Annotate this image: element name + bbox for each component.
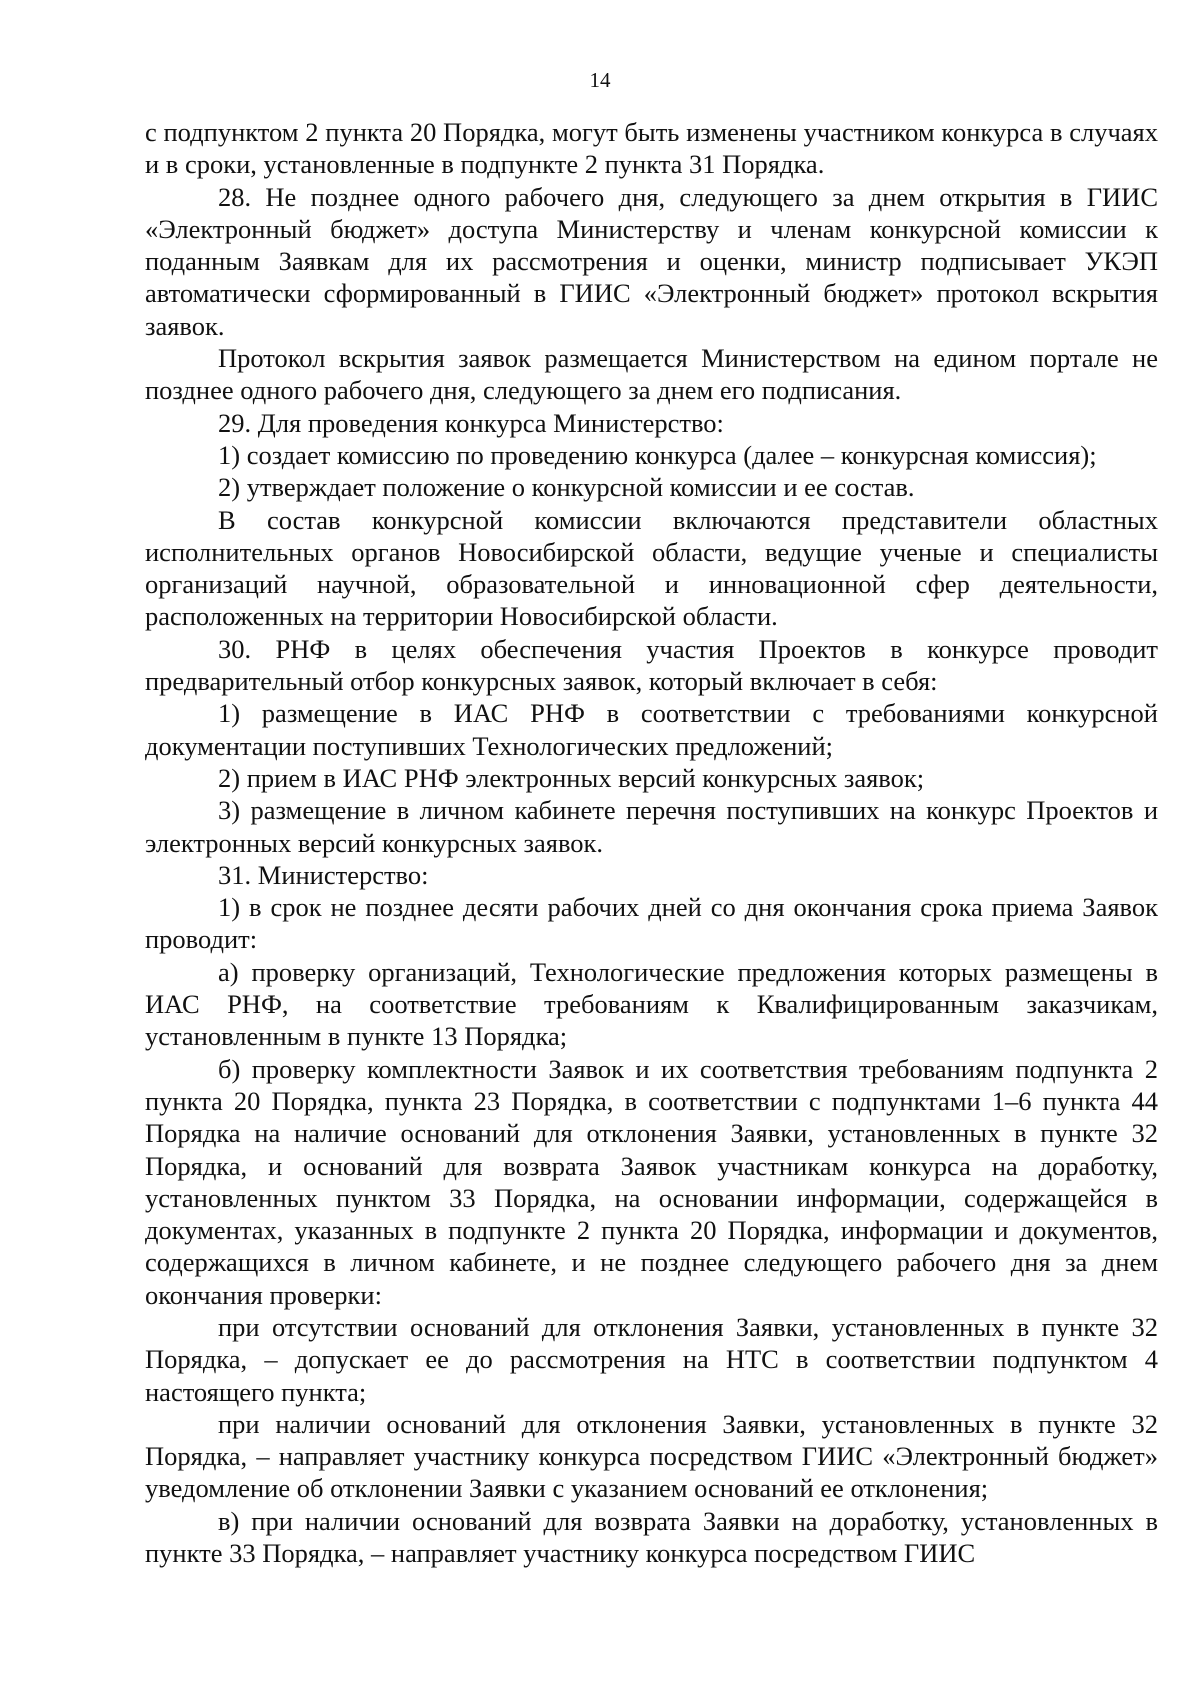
paragraph-31-item-1: 1) в срок не позднее десяти рабочих дней со дня окончания срока приема Заявок проводит: xyxy=(145,892,1158,955)
page-number: 14 xyxy=(589,68,611,92)
paragraph-29-item-1: 1) создает комиссию по проведению конкурса (далее – конкурсная комиссия); xyxy=(218,439,1097,470)
paragraph-31-item-1a: а) проверку организаций, Технологические предложения которых размещены в ИАС РНФ, на соответствие требованиям к Квалифицированным заказчикам, установленным в пункте 13 Порядка; xyxy=(145,956,1158,1052)
paragraph-29-item-2: 2) утверждает положение о конкурсной комиссии и ее состав. xyxy=(218,472,915,503)
paragraph-30-item-3: 3) размещение в личном кабинете перечня поступивших на конкурс Проектов и электронных версий конкурсных заявок. xyxy=(145,795,1158,858)
paragraph-30: 30. РНФ в целях обеспечения участия Проектов в конкурсе проводит предварительный отбор конкурсных заявок, который включает в себя: xyxy=(145,633,1158,697)
paragraph-continuation: с подпунктом 2 пункта 20 Порядка, могут быть изменены участником конкурса в случаях и в сроки, установленные в подпункте 2 пункта 31 Порядка. xyxy=(145,117,1158,180)
paragraph-28: 28. Не позднее одного рабочего дня, следующего за днем открытия в ГИИС «Электронный бюджет» доступа Министерству и членам конкурсной комиссии к поданным Заявкам для их рассмотрения и оценки, министр подписывает УКЭП автоматически сформированный в ГИИС «Электронный бюджет» протокол вскрытия заявок. xyxy=(145,181,1158,341)
paragraph-30-item-1: 1) размещение в ИАС РНФ в соответствии с требованиями конкурсной документации поступивших Технологических предложений; xyxy=(145,698,1158,761)
paragraph-no-grounds: при отсутствии оснований для отклонения Заявки, установленных в пункте 32 Порядка, – допускает ее до рассмотрения на НТС в соответствии подпунктом 4 настоящего пункта; xyxy=(145,1311,1158,1407)
paragraph-29: 29. Для проведения конкурса Министерство: xyxy=(218,407,724,438)
paragraph-30-item-2: 2) прием в ИАС РНФ электронных версий конкурсных заявок; xyxy=(218,762,925,793)
paragraph-commission-composition: В состав конкурсной комиссии включаются представители областных исполнительных органов Новосибирской области, ведущие ученые и специалисты организаций научной, образовательной и инновационной сфер деятельности, расположенных на территории Новосибирской области. xyxy=(145,504,1158,632)
paragraph-with-grounds: при наличии оснований для отклонения Заявки, установленных в пункте 32 Порядка, – направляет участнику конкурса посредством ГИИС «Электронный бюджет» уведомление об отклонении Заявки с указанием оснований ее отклонения; xyxy=(145,1408,1158,1504)
document-body xyxy=(145,116,1158,1569)
paragraph-protocol: Протокол вскрытия заявок размещается Министерством на едином портале не позднее одного рабочего дня, следующего за днем его подписания. xyxy=(145,343,1158,406)
paragraph-31: 31. Министерство: xyxy=(218,859,429,890)
paragraph-31-item-1b: б) проверку комплектности Заявок и их соответствия требованиям подпункта 2 пункта 20 Порядка, пункта 23 Порядка, в соответствии с подпунктами 1–6 пункта 44 Порядка на наличие оснований для отклонения Заявки, установленных в пункте 32 Порядка, и оснований для возврата Заявок участникам конкурса на доработку, установленных пунктом 33 Порядка, на основании информации, содержащейся в документах, указанных в подпункте 2 пункта 20 Порядка, информации и документов, содержащихся в личном кабинете, и не позднее следующего рабочего дня за днем окончания проверки: xyxy=(145,1053,1158,1310)
paragraph-31-item-1v: в) при наличии оснований для возврата Заявки на доработку, установленных в пункте 33 Порядка, – направляет участнику конкурса посредством ГИИС xyxy=(145,1505,1158,1569)
